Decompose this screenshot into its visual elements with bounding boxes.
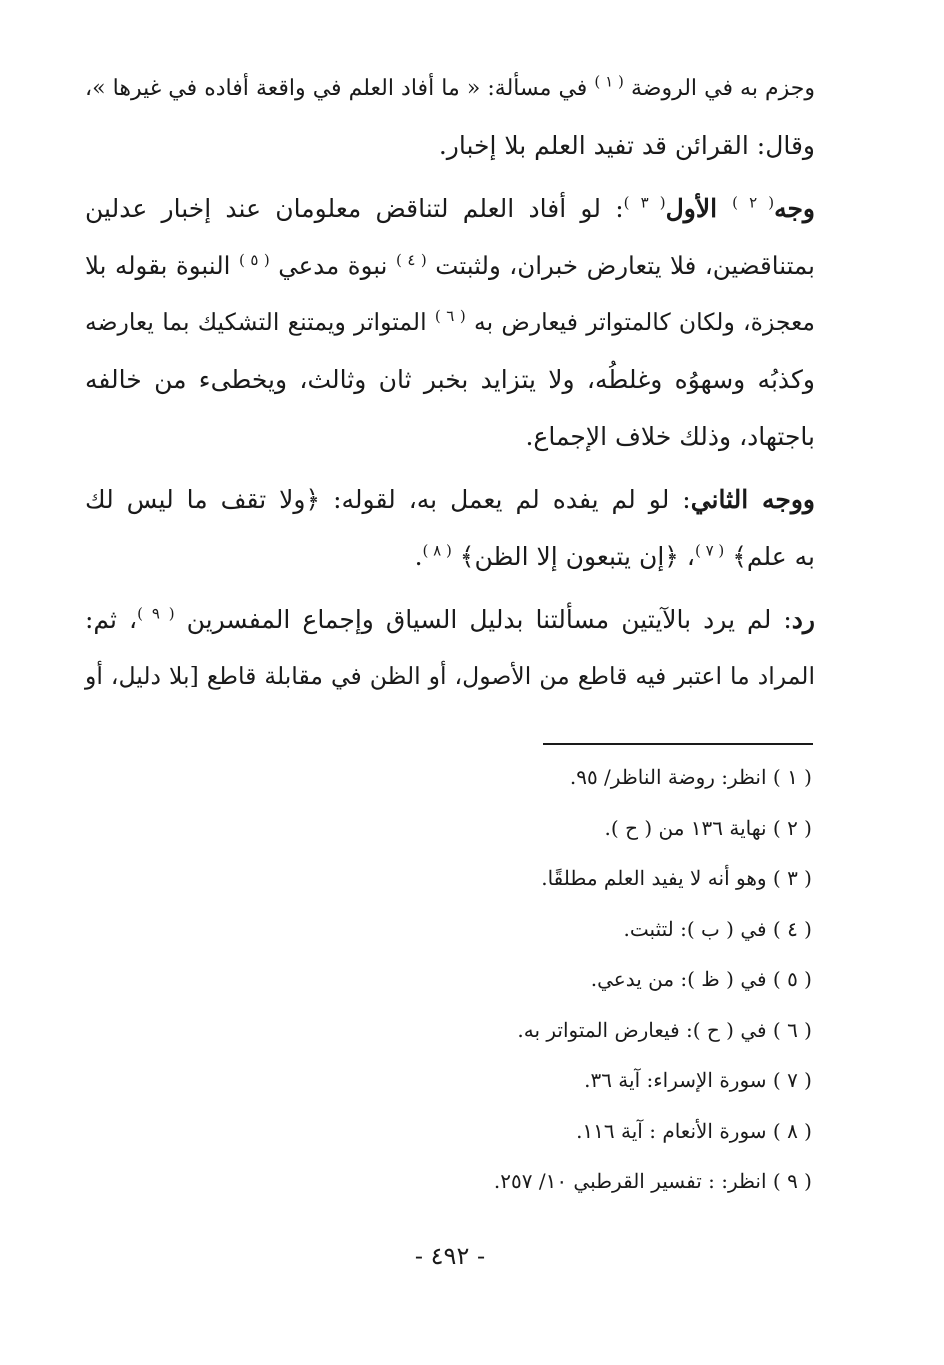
text-run: . bbox=[414, 542, 423, 571]
text-line bbox=[85, 591, 815, 648]
text-run: في مسألة: « ما أفاد العلم في واقعة أفاده في غيرها »، bbox=[85, 76, 595, 101]
text-line: وقال: القرائن قد تفيد العلم بلا إخبار. bbox=[438, 131, 815, 160]
footnote-7: ( ٧ ) سورة الإسراء: آية ٣٦. bbox=[584, 1068, 812, 1092]
paragraph-3 bbox=[85, 471, 815, 585]
footnote-ref-8[interactable]: ( ٨ ) bbox=[422, 541, 452, 560]
lead-word: الأول bbox=[665, 194, 733, 223]
text-run: نبوة مدعي bbox=[269, 251, 396, 280]
footnote-ref-3[interactable]: ( ٣ ) bbox=[623, 193, 666, 212]
footnote-ref-2[interactable]: ( ٢ ) bbox=[732, 193, 775, 212]
footnote-6: ( ٦ ) في ( ح ): فيعارض المتواتر به. bbox=[517, 1017, 812, 1042]
lead-word: وجه bbox=[774, 194, 816, 223]
text-line bbox=[85, 471, 815, 528]
paragraph-4 bbox=[85, 591, 815, 705]
page-number: - ٤٩٢ - bbox=[414, 1242, 486, 1270]
paragraph-2 bbox=[85, 180, 815, 465]
paragraph-1 bbox=[85, 60, 815, 174]
footnote-3: ( ٣ ) وهو أنه لا يفيد العلم مطلقًا. bbox=[541, 866, 812, 890]
text-run: ، ﴿إن يتبعون إلا الظن﴾ bbox=[451, 542, 695, 571]
lead-word: رد bbox=[791, 605, 815, 634]
text-line: وكذبُه وسهوُه وغلطُه، ولا يتزايد بخبر ثان وثالث، ويخطىء من خالفه bbox=[85, 365, 815, 394]
text-run: : لو لم يفده لم يعمل به، لقوله: ﴿ولا تقف ما ليس لك bbox=[85, 485, 691, 514]
text-line bbox=[85, 60, 815, 117]
text-line bbox=[85, 294, 815, 351]
footnote-ref-4[interactable]: ( ٤ ) bbox=[396, 250, 427, 269]
text-run: معجزة، ولكان كالمتواتر فيعارض به bbox=[465, 308, 816, 336]
footnote-ref-1[interactable]: ( ١ ) bbox=[594, 72, 624, 91]
text-line bbox=[85, 237, 815, 294]
text-run: : لو أفاد العلم لتناقض معلومان عند إخبار عدلين bbox=[85, 194, 624, 223]
footnote-ref-9[interactable]: ( ٩ ) bbox=[137, 604, 175, 623]
footnotes bbox=[300, 752, 812, 1207]
text-line bbox=[85, 528, 815, 585]
text-run: النبوة بقوله بلا bbox=[85, 251, 239, 280]
text-line bbox=[85, 180, 815, 237]
footnote-4: ( ٤ ) في ( ب ): لتثبت. bbox=[623, 916, 812, 941]
footnote-divider bbox=[543, 743, 813, 745]
text-line: المراد ما اعتبر فيه قاطع من الأصول، أو الظن في مقابلة قاطع [بلا دليل، أو bbox=[85, 662, 815, 690]
text-run: به علم﴾ bbox=[724, 542, 815, 571]
footnote-ref-6[interactable]: ( ٦ ) bbox=[434, 307, 466, 326]
text-run: المتواتر ويمتنع التشكيك بما يعارضه bbox=[85, 308, 435, 336]
footnote-2: ( ٢ ) نهاية ١٣٦ من ( ح ). bbox=[604, 815, 812, 840]
footnote-1: ( ١ ) انظر: روضة الناظر/ ٩٥. bbox=[569, 765, 812, 789]
text-run: وجزم به في الروضة bbox=[623, 76, 816, 101]
text-run: بمتناقضين، فلا يتعارض خبران، ولثبتت bbox=[426, 251, 816, 280]
lead-word: ووجه الثاني bbox=[690, 485, 815, 514]
footnote-ref-7[interactable]: ( ٧ ) bbox=[694, 541, 725, 560]
footnote-ref-5[interactable]: ( ٥ ) bbox=[238, 250, 270, 269]
footnote-5: ( ٥ ) في ( ظ ): من يدعي. bbox=[590, 967, 812, 991]
footnote-9: ( ٩ ) انظر: : تفسير القرطبي ١٠/ ٢٥٧. bbox=[493, 1169, 812, 1193]
footnote-8: ( ٨ ) سورة الأنعام : آية ١١٦. bbox=[576, 1118, 812, 1143]
main-text bbox=[85, 60, 815, 711]
text-line: باجتهاد، وذلك خلاف الإجماع. bbox=[525, 422, 815, 451]
text-run: ، ثم: bbox=[85, 605, 138, 634]
text-run: : لم يرد بالآيتين مسألتنا بدليل السياق وإجماع المفسرين bbox=[174, 605, 792, 634]
